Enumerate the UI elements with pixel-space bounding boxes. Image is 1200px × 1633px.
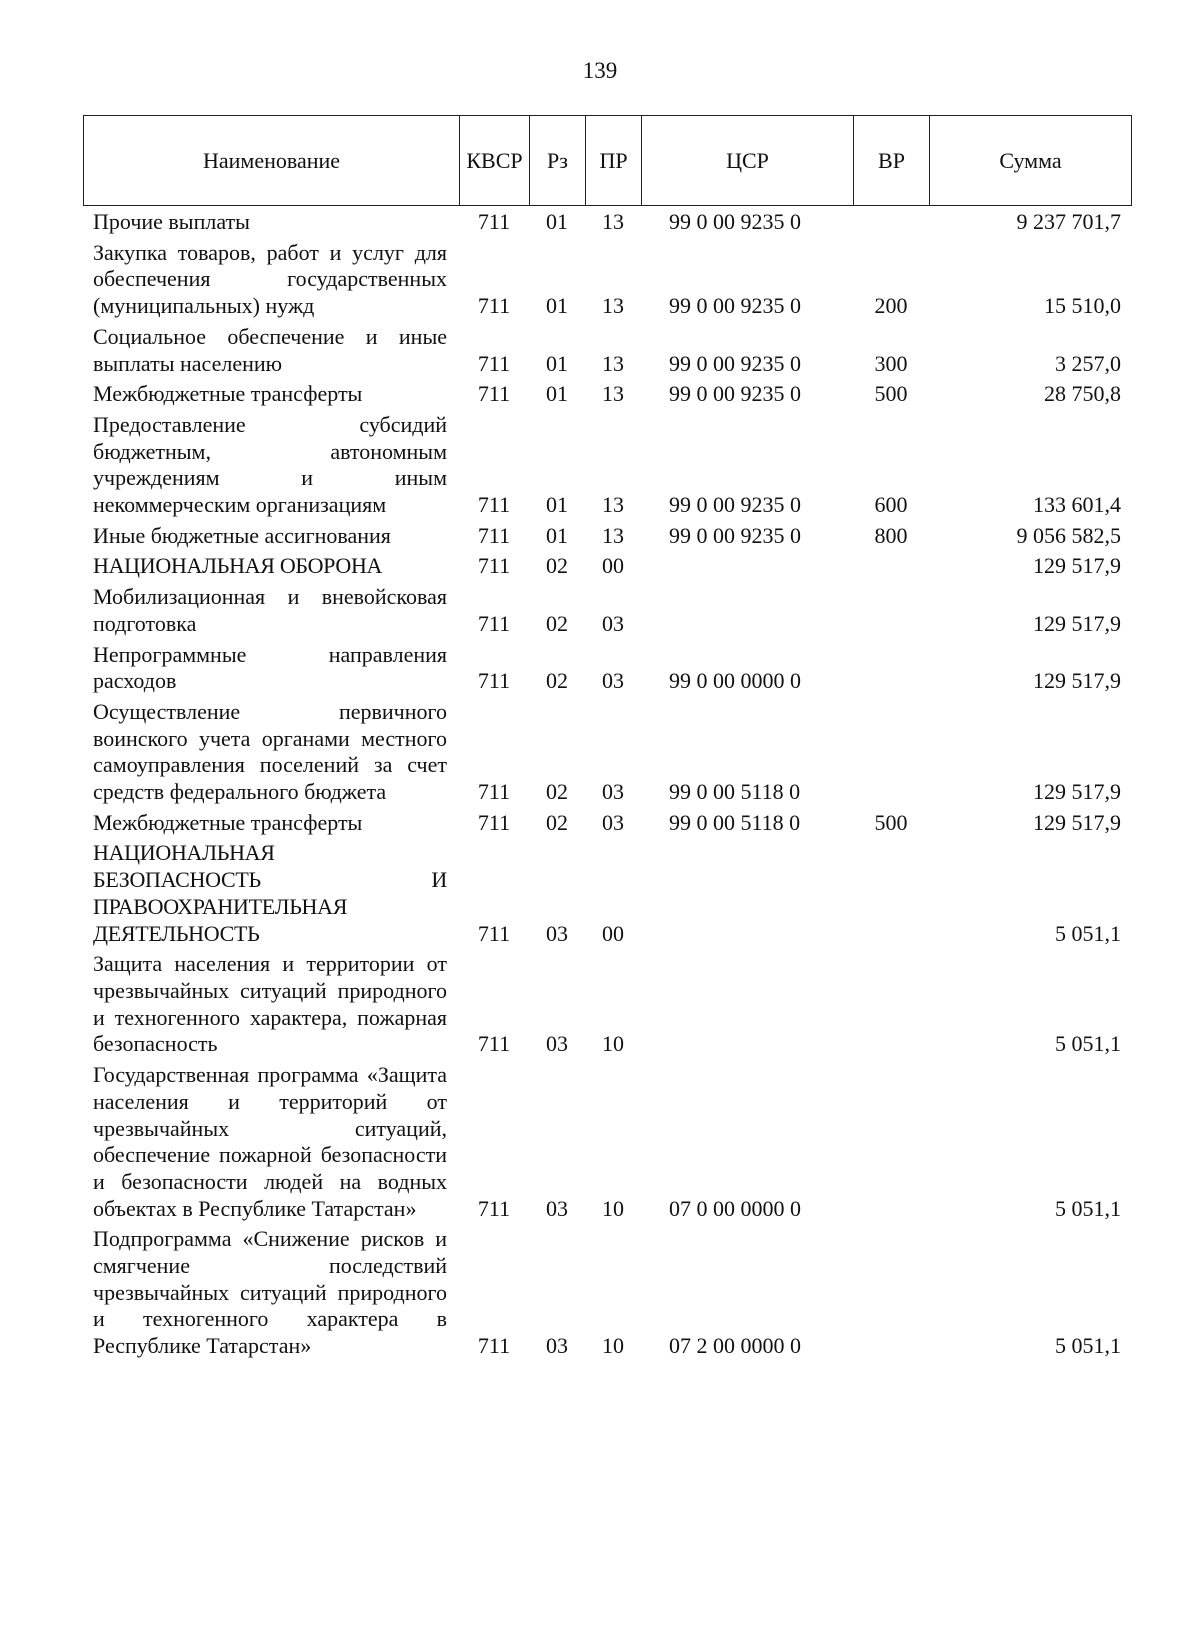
- row-vr-cell: [853, 551, 929, 582]
- row-csr-cell: 99 0 00 9235 0: [669, 293, 801, 319]
- table-row: [83, 949, 1131, 1060]
- row-pr-cell: 13: [602, 381, 624, 407]
- row-vr-cell: 500: [874, 809, 908, 835]
- row-pr-cell: 03: [602, 809, 624, 835]
- table-row: [83, 838, 1131, 949]
- row-csr-cell: [641, 551, 853, 582]
- row-kvsr-cell: 711: [477, 668, 511, 694]
- row-sum-cell: 5 051,1: [1055, 1195, 1121, 1221]
- row-vr-cell: [853, 838, 929, 949]
- row-rz-cell: 01: [546, 209, 568, 234]
- table-row: [83, 551, 1131, 582]
- row-name-cell: Межбюджетные трансферты: [93, 809, 363, 835]
- row-sum-cell: 15 510,0: [1044, 293, 1121, 319]
- table-row: [83, 697, 1131, 808]
- table-row: [83, 207, 1131, 238]
- row-pr-cell: 03: [602, 610, 624, 636]
- row-name-cell: Предоставление субсидий бюджетным, автономным учреждениям и иным некоммерческим организациям: [93, 411, 447, 518]
- row-rz-cell: 03: [546, 1031, 568, 1057]
- row-kvsr-cell: 711: [477, 1333, 511, 1359]
- row-csr-cell: [641, 582, 853, 639]
- row-sum-cell: 129 517,9: [1033, 809, 1121, 835]
- row-name-cell: Осуществление первичного воинского учета органами местного самоуправления поселений за счет средств федерального бюджета: [93, 698, 447, 805]
- row-csr-cell: 99 0 00 9235 0: [669, 522, 801, 548]
- row-kvsr-cell: 711: [477, 920, 511, 946]
- row-csr-cell: 07 0 00 0000 0: [669, 1195, 801, 1221]
- row-rz-cell: 01: [546, 522, 568, 548]
- row-pr-cell: 13: [602, 293, 624, 319]
- row-name-cell: НАЦИОНАЛЬНАЯ ОБОРОНА: [93, 553, 383, 579]
- row-vr-cell: [853, 207, 929, 238]
- row-pr-cell: 10: [602, 1031, 624, 1057]
- row-name-cell: Защита населения и территории от чрезвычайных ситуаций природного и техногенного характера, пожарная безопасность: [93, 951, 447, 1057]
- row-name-cell: Иные бюджетные ассигнования: [93, 522, 391, 548]
- row-csr-cell: 99 0 00 5118 0: [669, 809, 801, 835]
- row-kvsr-cell: 711: [477, 553, 511, 579]
- row-kvsr-cell: 711: [477, 610, 511, 636]
- row-vr-cell: [853, 1060, 929, 1224]
- table-row: [83, 1060, 1131, 1224]
- row-vr-cell: 800: [874, 522, 908, 548]
- row-kvsr-cell: 711: [477, 779, 511, 805]
- column-header-csr: ЦСР: [642, 116, 854, 206]
- row-name-cell: Подпрограмма «Снижение рисков и смягчение последствий чрезвычайных ситуаций природного и техногенного характера в Республике Татарстан»: [93, 1226, 447, 1359]
- row-kvsr-cell: 711: [477, 809, 511, 835]
- table-row: [83, 379, 1131, 410]
- row-csr-cell: [641, 949, 853, 1060]
- row-csr-cell: 99 0 00 9235 0: [669, 209, 801, 234]
- row-pr-cell: 13: [602, 209, 624, 234]
- column-header-vr: ВР: [854, 116, 930, 206]
- row-rz-cell: 03: [546, 1195, 568, 1221]
- row-kvsr-cell: 711: [477, 1195, 511, 1221]
- row-csr-cell: 99 0 00 9235 0: [669, 381, 801, 407]
- row-kvsr-cell: 711: [477, 350, 511, 376]
- column-header-kvsr: КВСР: [460, 116, 530, 206]
- row-kvsr-cell: 711: [477, 381, 511, 407]
- page-number: 139: [582, 58, 618, 83]
- row-sum-cell: 129 517,9: [1033, 668, 1121, 694]
- row-name-cell: Прочие выплаты: [93, 209, 250, 234]
- row-rz-cell: 01: [546, 293, 568, 319]
- table-row: [83, 640, 1131, 697]
- row-csr-cell: 99 0 00 9235 0: [669, 492, 801, 518]
- row-kvsr-cell: 711: [477, 1031, 511, 1057]
- row-rz-cell: 01: [546, 381, 568, 407]
- row-sum-cell: 129 517,9: [1033, 779, 1121, 805]
- row-pr-cell: 03: [602, 779, 624, 805]
- row-pr-cell: 10: [602, 1333, 624, 1359]
- row-name-cell: НАЦИОНАЛЬНАЯ БЕЗОПАСНОСТЬ И ПРАВООХРАНИТЕЛЬНАЯ ДЕЯТЕЛЬНОСТЬ: [93, 840, 447, 946]
- row-vr-cell: 200: [874, 293, 908, 319]
- row-kvsr-cell: 711: [477, 293, 511, 319]
- row-sum-cell: 129 517,9: [1033, 553, 1121, 579]
- row-name-cell: Закупка товаров, работ и услуг для обеспечения государственных (муниципальных) нужд: [93, 239, 447, 319]
- row-name-cell: Государственная программа «Защита населения и территорий от чрезвычайных ситуаций, обеспечение пожарной безопасности и безопасности людей на водных объектах в Республике Татарстан»: [93, 1062, 447, 1221]
- row-vr-cell: [853, 640, 929, 697]
- table-row: [83, 410, 1131, 521]
- row-csr-cell: [641, 838, 853, 949]
- row-sum-cell: 5 051,1: [1055, 920, 1121, 946]
- row-csr-cell: 99 0 00 9235 0: [669, 350, 801, 376]
- row-csr-cell: 07 2 00 0000 0: [669, 1333, 801, 1359]
- row-name-cell: Мобилизационная и вневойсковая подготовка: [93, 584, 447, 636]
- column-header-name: Наименование: [84, 116, 460, 206]
- row-sum-cell: 9 056 582,5: [1016, 522, 1121, 548]
- row-sum-cell: 133 601,4: [1033, 492, 1121, 518]
- row-csr-cell: 99 0 00 5118 0: [669, 779, 801, 805]
- row-pr-cell: 00: [602, 920, 624, 946]
- row-vr-cell: [853, 697, 929, 808]
- table-header: [83, 115, 1132, 206]
- row-kvsr-cell: 711: [477, 492, 511, 518]
- row-sum-cell: 129 517,9: [1033, 610, 1121, 636]
- row-sum-cell: 5 051,1: [1055, 1333, 1121, 1359]
- table-row: [83, 582, 1131, 639]
- row-sum-cell: 3 257,0: [1055, 350, 1121, 376]
- row-pr-cell: 13: [602, 492, 624, 518]
- row-name-cell: Межбюджетные трансферты: [93, 381, 363, 407]
- row-kvsr-cell: 711: [477, 522, 511, 548]
- row-pr-cell: 13: [602, 522, 624, 548]
- budget-table: [83, 207, 1131, 1362]
- row-sum-cell: 28 750,8: [1044, 381, 1121, 407]
- column-header-rz: Рз: [530, 116, 586, 206]
- row-rz-cell: 01: [546, 492, 568, 518]
- table-row: [83, 808, 1131, 839]
- row-rz-cell: 02: [546, 668, 568, 694]
- row-sum-cell: 9 237 701,7: [1016, 209, 1121, 234]
- row-vr-cell: 600: [874, 492, 908, 518]
- row-pr-cell: 00: [602, 553, 624, 579]
- row-rz-cell: 02: [546, 553, 568, 579]
- row-pr-cell: 03: [602, 668, 624, 694]
- row-rz-cell: 02: [546, 779, 568, 805]
- row-vr-cell: [853, 949, 929, 1060]
- row-pr-cell: 10: [602, 1195, 624, 1221]
- row-rz-cell: 02: [546, 610, 568, 636]
- row-csr-cell: 99 0 00 0000 0: [669, 668, 801, 694]
- row-kvsr-cell: 711: [477, 209, 511, 234]
- row-name-cell: Непрограммные направления расходов: [93, 641, 447, 694]
- table-row: [83, 1224, 1131, 1362]
- row-rz-cell: 03: [546, 920, 568, 946]
- table-row: [83, 521, 1131, 552]
- row-vr-cell: 300: [874, 350, 908, 376]
- row-vr-cell: [853, 1224, 929, 1362]
- row-rz-cell: 01: [546, 350, 568, 376]
- row-vr-cell: [853, 582, 929, 639]
- table-row: [83, 238, 1131, 322]
- row-name-cell: Социальное обеспечение и иные выплаты населению: [93, 323, 447, 376]
- row-rz-cell: 03: [546, 1333, 568, 1359]
- row-sum-cell: 5 051,1: [1055, 1031, 1121, 1057]
- table-row: [83, 322, 1131, 379]
- column-header-pr: ПР: [586, 116, 642, 206]
- row-pr-cell: 13: [602, 350, 624, 376]
- row-vr-cell: 500: [874, 381, 908, 407]
- row-rz-cell: 02: [546, 809, 568, 835]
- column-header-sum: Сумма: [930, 116, 1132, 206]
